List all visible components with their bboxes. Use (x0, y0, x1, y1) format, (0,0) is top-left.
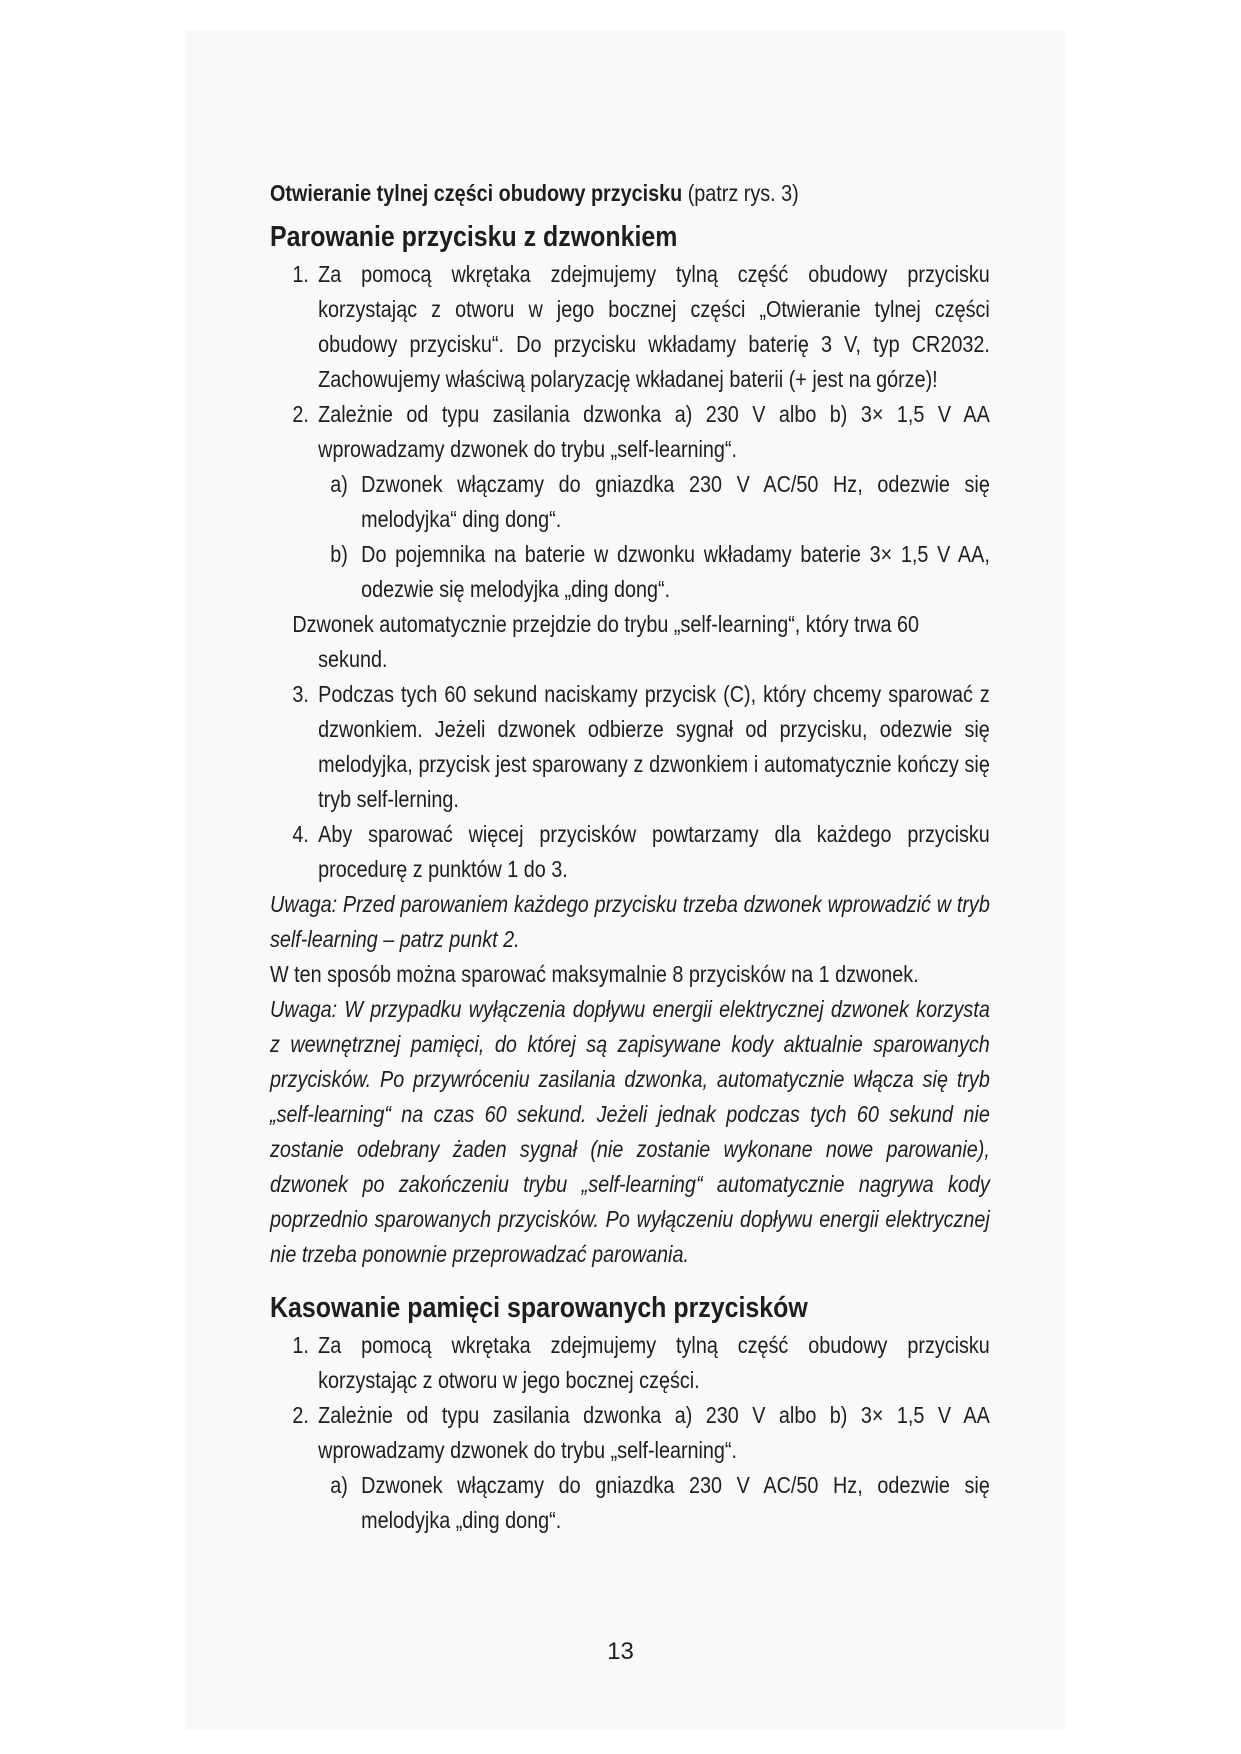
list-number: 3. (292, 681, 309, 707)
list-item-text: Zależnie od typu zasilania dzwonka a) 230 V albo b) 3× 1,5 V AA wprowadzamy dzwonek do trybu „self-learning“. (318, 1402, 990, 1463)
list-number: 2. (292, 1402, 309, 1428)
section-heading-memory-reset: Kasowanie pamięci sparowanych przycisków (270, 1292, 808, 1324)
sublist-item-a (270, 1468, 990, 1538)
list-item-text: Zależnie od typu zasilania dzwonka a) 230 V albo b) 3× 1,5 V AA wprowadzamy dzwonek do trybu „self-learning“. (318, 401, 990, 462)
list-item-text: Za pomocą wkrętaka zdejmujemy tylną część obudowy przycisku korzystając z otworu w jego bocznej części „Otwieranie tylnej części obudowy przycisku“. Do przycisku wkładamy baterię 3 V, typ CR2032. Zachowujemy właściwą polaryzację wkładanej baterii (+ jest na górze)! (318, 261, 990, 392)
list-number: 1. (292, 1332, 309, 1358)
list-item-text: Podczas tych 60 sekund naciskamy przycisk (C), który chcemy sparować z dzwonkiem. Jeżeli dzwonek odbierze sygnał od przycisku, odezwie się melodyjka, przycisk jest sparowany z dzwonkiem i automatycznie kończy się tryb self-lerning. (318, 681, 990, 812)
auto-mode-paragraph: Dzwonek automatycznie przejdzie do trybu „self-learning“, który trwa 60 sekund. (292, 611, 920, 672)
note-pairing: Uwaga: Przed parowaniem każdego przycisku trzeba dzwonek wprowadzić w tryb self-learning – patrz punkt 2. (270, 891, 990, 952)
page-number: 13 (607, 1638, 634, 1665)
intro-line (270, 176, 990, 211)
sublist-item-b (270, 537, 990, 607)
note-power-loss: Uwaga: W przypadku wyłączenia dopływu energii elektrycznej dzwonek korzysta z wewnętrznej pamięci, do której są zapisywane kody aktualnie sparowanych przycisków. Po przywróceniu zasilania dzwonka, automatycznie włącza się tryb „self-learning“ na czas 60 sekund. Jeżeli jednak podczas tych 60 sekund nie zostanie odebrany żaden sygnał (nie zostanie wykonane nowe parowanie), dzwonek po zakończeniu trybu „self-learning“ automatycznie nagrywa kody poprzednio sparowanych przycisków. Po wyłączeniu dopływu energii elektrycznej nie trzeba ponownie przeprowadzać parowania. (270, 996, 990, 1267)
list-item-2 (270, 397, 990, 467)
max-buttons-paragraph: W ten sposób można sparować maksymalnie 8 przycisków na 1 dzwonek. (270, 961, 919, 987)
sublist-item-text: Do pojemnika na baterie w dzwonku wkładamy baterie 3× 1,5 V AA, odezwie się melodyjka „ding dong“. (361, 541, 990, 602)
list-number: 2. (292, 401, 309, 427)
sublist-item-a (270, 467, 990, 537)
section-heading-pairing: Parowanie przycisku z dzwonkiem (270, 221, 678, 253)
sublist-item-text: Dzwonek włączamy do gniazdka 230 V AC/50 Hz, odezwie się melodyjka“ ding dong“. (361, 471, 990, 532)
sublist-label: a) (330, 471, 348, 497)
list-item-1 (270, 1328, 990, 1398)
list-item-2 (270, 1398, 990, 1468)
sublist-label: b) (330, 541, 348, 567)
list-item-text: Aby sparować więcej przycisków powtarzamy dla każdego przycisku procedurę z punktów 1 do 3. (318, 821, 990, 882)
list-item-4 (270, 817, 990, 887)
document-body (270, 176, 990, 1538)
list-number: 4. (292, 821, 309, 847)
list-number: 1. (292, 261, 309, 287)
intro-rest: (patrz rys. 3) (682, 180, 799, 206)
sublist-item-text: Dzwonek włączamy do gniazdka 230 V AC/50 Hz, odezwie się melodyjka „ding dong“. (361, 1472, 990, 1533)
sublist-label: a) (330, 1472, 348, 1498)
list-item-1 (270, 257, 990, 397)
list-item-3 (270, 677, 990, 817)
list-item-text: Za pomocą wkrętaka zdejmujemy tylną część obudowy przycisku korzystając z otworu w jego bocznej części. (318, 1332, 990, 1393)
intro-bold: Otwieranie tylnej części obudowy przycisku (270, 180, 683, 206)
